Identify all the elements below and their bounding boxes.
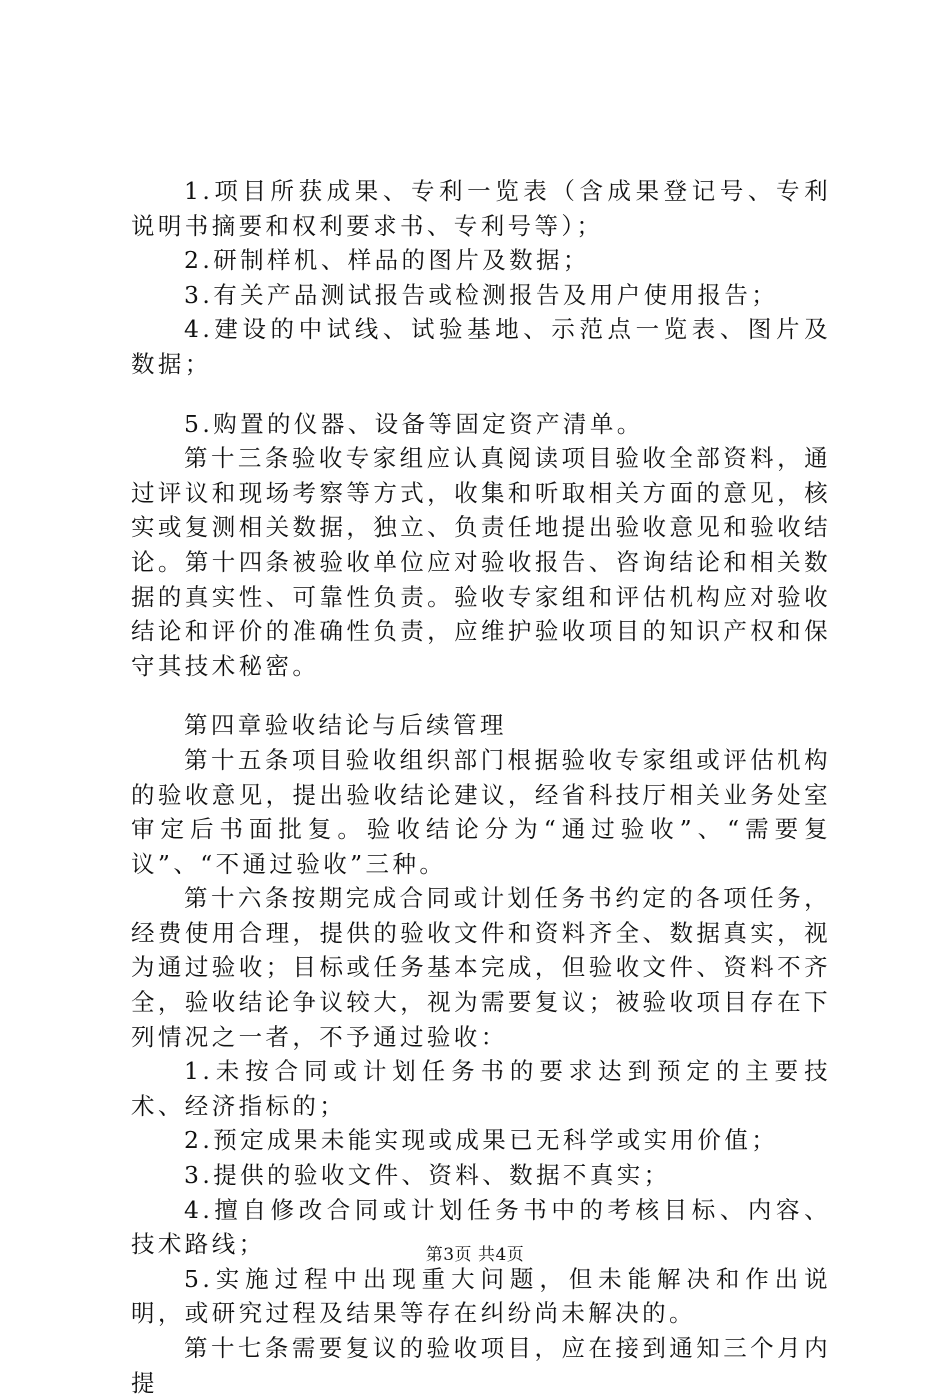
list-item-pilot-lines: 4.建设的中试线、试验基地、示范点一览表、图片及数据；	[131, 315, 831, 378]
document-body	[131, 174, 831, 1400]
list-item-fixed-assets: 5.购置的仪器、设备等固定资产清单。	[184, 409, 644, 438]
list-item-targets-unmet: 1.未按合同或计划任务书的要求达到预定的主要技术、经济指标的；	[131, 1057, 831, 1120]
article-16: 第十六条按期完成合同或计划任务书约定的各项任务，经费使用合理，提供的验收文件和资料齐全、数据真实，视为通过验收；目标或任务基本完成，但验收文件、资料不齐全，验收结论争议较大，视为需要复议；被验收项目存在下列情况之一者，不予通过验收：	[131, 884, 831, 1051]
list-item-unresolved-issues: 5.实施过程中出现重大问题，但未能解决和作出说明，或研究过程及结果等存在纠纷尚未解决的。	[131, 1264, 831, 1328]
list-item-false-documents: 3.提供的验收文件、资料、数据不真实；	[184, 1161, 671, 1190]
article-15: 第十五条项目验收组织部门根据验收专家组或评估机构的验收意见，提出验收结论建议，经省科技厅相关业务处室审定后书面批复。验收结论分为“通过验收”、“需要复议”、“不通过验收”三种。	[131, 745, 831, 878]
page-number-footer: 第3页 共4页	[425, 1245, 525, 1265]
list-item-unauthorized-changes: 4.擅自修改合同或计划任务书中的考核目标、内容、技术路线；	[131, 1195, 831, 1259]
list-item-results-unrealized: 2.预定成果未能实现或成果已无科学或实用价值；	[184, 1126, 779, 1155]
article-17: 第十七条需要复议的验收项目，应在接到通知三个月内提	[131, 1334, 831, 1397]
article-13-14: 第十三条验收专家组应认真阅读项目验收全部资料，通过评议和现场考察等方式，收集和听取相关方面的意见，核实或复测相关数据，独立、负责任地提出验收意见和验收结论。第十四条被验收单位应对验收报告、咨询结论和相关数据的真实性、可靠性负责。验收专家组和评估机构应对验收结论和评价的准确性负责，应维护验收项目的知识产权和保守其技术秘密。	[131, 444, 831, 680]
list-item-test-reports: 3.有关产品测试报告或检测报告及用户使用报告；	[184, 280, 779, 309]
list-item-achievements: 1.项目所获成果、专利一览表（含成果登记号、专利说明书摘要和权利要求书、专利号等）；	[131, 177, 831, 240]
list-item-prototypes: 2.研制样机、样品的图片及数据；	[184, 246, 590, 275]
chapter-heading: 第四章验收结论与后续管理	[184, 711, 507, 740]
